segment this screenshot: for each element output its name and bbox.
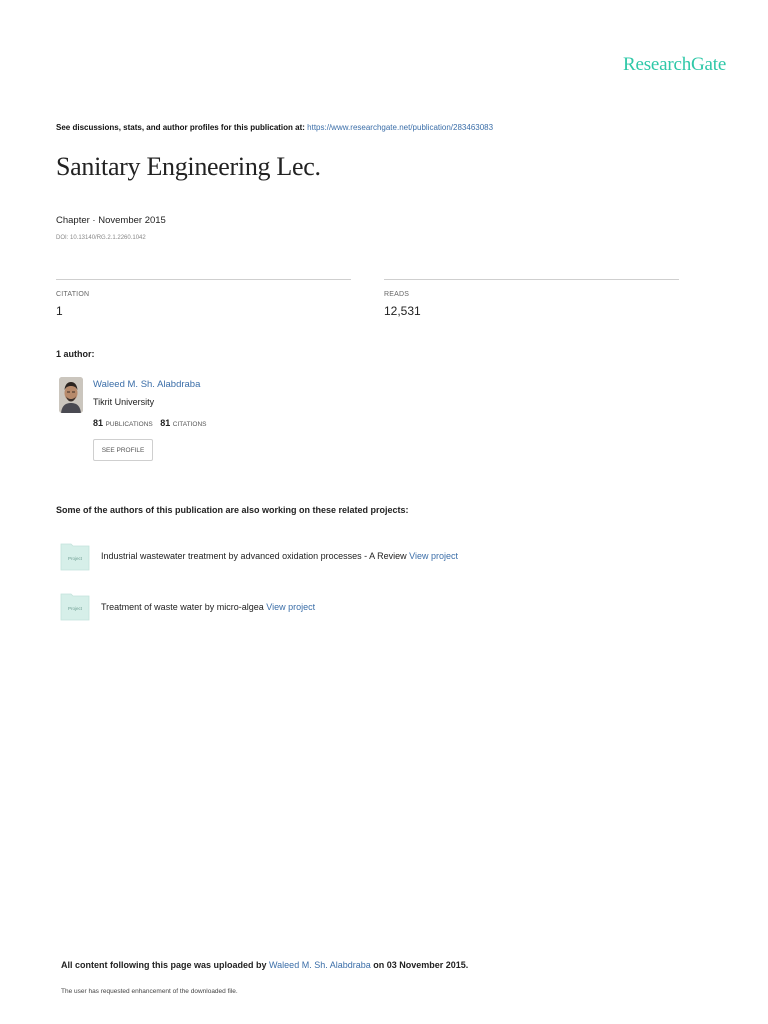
project-folder-icon [60,591,90,621]
uploaded-prefix: All content following this page was uploaded by [61,960,270,970]
project-item [101,551,458,561]
project-icon-label: Project [67,556,83,561]
citation-value: 1 [56,304,63,318]
reads-label: READS [384,291,410,298]
project-icon-label: Project [67,606,83,611]
citation-label: CITATION [56,291,90,298]
publication-title: Sanitary Engineering Lec. [56,152,321,181]
project-item [101,602,315,612]
researchgate-logo[interactable]: ResearchGate [623,54,727,75]
discussion-prefix: See discussions, stats, and author profiles for this publication at: [56,123,308,132]
divider-citation [56,279,351,280]
view-project-link[interactable]: View project [266,602,316,612]
uploaded-suffix: on 03 November 2015. [370,960,469,970]
author-avatar[interactable] [59,377,83,413]
publication-type-date: Chapter · November 2015 [56,215,166,226]
author-photo-icon [59,377,83,413]
publication-doi: DOI: 10.13140/RG.2.1.2260.1042 [56,235,146,241]
author-institution: Tikrit University [93,397,155,407]
uploader-link[interactable]: Waleed M. Sh. Alabdraba [269,960,371,970]
project-title: Industrial wastewater treatment by advanced oxidation processes - A Review [101,551,410,561]
project-folder-icon [60,541,90,571]
enhancement-note: The user has requested enhancement of the downloaded file. [61,988,238,995]
see-profile-button[interactable]: SEE PROFILE [93,439,153,461]
author-stats [93,418,206,428]
related-projects-heading: Some of the authors of this publication are also working on these related projects: [56,505,409,515]
author-citations-label: CITATIONS [172,421,207,428]
reads-value: 12,531 [384,304,421,318]
project-title: Treatment of waste water by micro-algea [101,602,267,612]
discussion-line [56,123,493,132]
author-name-link[interactable]: Waleed M. Sh. Alabdraba [93,379,201,390]
author-publications-count: 81 [93,418,104,428]
project-icon[interactable] [60,591,90,621]
project-icon[interactable] [60,541,90,571]
publication-url-link[interactable]: https://www.researchgate.net/publication/283463083 [307,123,494,132]
uploaded-note [61,960,468,970]
divider-reads [384,279,679,280]
view-project-link[interactable]: View project [409,551,459,561]
author-publications-label: PUBLICATIONS [105,421,153,428]
author-citations-count: 81 [160,418,171,428]
authors-heading: 1 author: [56,349,95,359]
